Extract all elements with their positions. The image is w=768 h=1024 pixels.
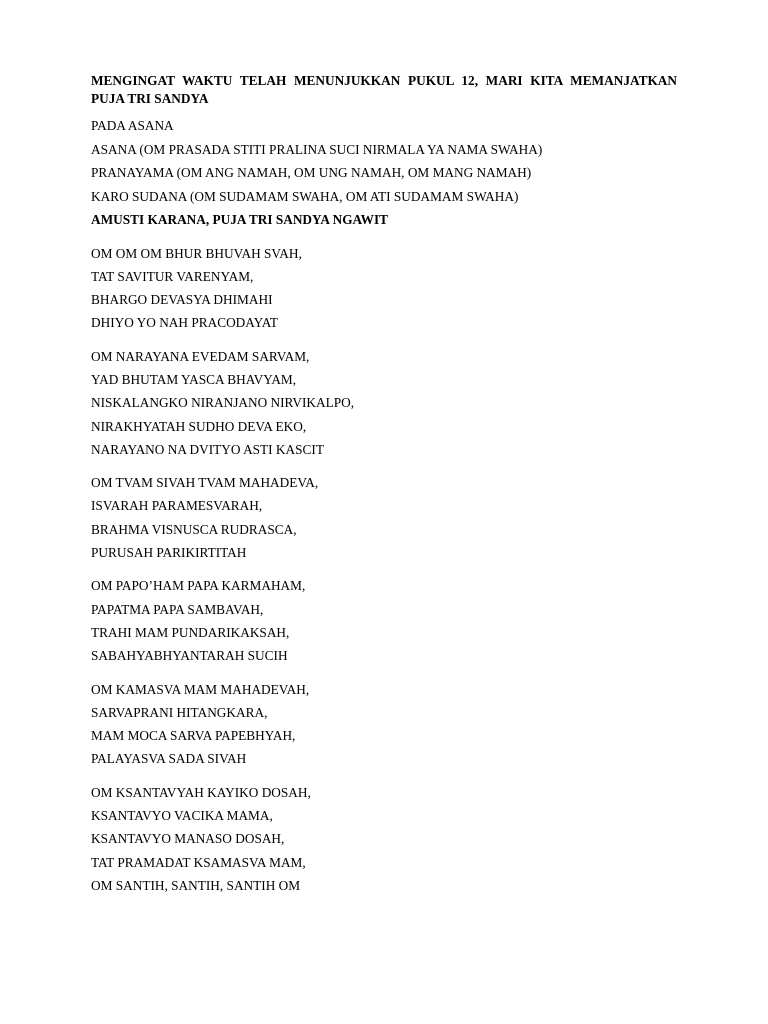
stanza-line: PAPATMA PAPA SAMBAVAH, [91, 601, 264, 617]
intro-line: KARO SUDANA (OM SUDAMAM SWAHA, OM ATI SUDAMAM SWAHA) [91, 188, 519, 204]
stanza-line: OM NARAYANA EVEDAM SARVAM, [91, 348, 310, 364]
stanza-line: KSANTAVYO VACIKA MAMA, [91, 808, 273, 824]
stanza-line: PURUSAH PARIKIRTITAH [91, 545, 247, 561]
intro-line: PADA ASANA [91, 118, 174, 133]
intro-line: PRANAYAMA (OM ANG NAMAH, OM UNG NAMAH, OM MANG NAMAH) [91, 165, 532, 180]
stanza-line: MAM MOCA SARVA PAPEBHYAH, [91, 728, 296, 744]
stanza-line: TRAHI MAM PUNDARIKAKSAH, [91, 624, 290, 640]
stanza-line: NISKALANGKO NIRANJANO NIRVIKALPO, [91, 395, 355, 411]
stanza-line: KSANTAVYO MANASO DOSAH, [91, 831, 285, 847]
document-page [91, 72, 677, 897]
stanza-line: OM OM OM BHUR BHUVAH SVAH, [91, 245, 302, 261]
stanza [91, 574, 677, 667]
stanza-line: NARAYANO NA DVITYO ASTI KASCIT [91, 441, 324, 457]
stanza-line: PALAYASVA SADA SIVAH [91, 751, 247, 767]
stanza-line: TAT PRAMADAT KSAMASVA MAM, [91, 854, 306, 870]
intro-line: AMUSTI KARANA, PUJA TRI SANDYA NGAWIT [91, 212, 389, 227]
mantra-stanzas [91, 242, 677, 898]
stanza-line: OM PAPO’HAM PAPA KARMAHAM, [91, 578, 306, 594]
stanza-line: YAD BHUTAM YASCA BHAVYAM, [91, 371, 297, 387]
stanza-line: TAT SAVITUR VARENYAM, [91, 268, 254, 284]
stanza-line: OM KAMASVA MAM MAHADEVAH, [91, 681, 310, 697]
stanza-line: BRAHMA VISNUSCA RUDRASCA, [91, 521, 297, 537]
stanza-line: ISVARAH PARAMESVARAH, [91, 498, 263, 514]
stanza [91, 242, 677, 335]
stanza [91, 678, 677, 771]
stanza-line: NIRAKHYATAH SUDHO DEVA EKO, [91, 418, 307, 434]
stanza [91, 781, 677, 897]
stanza-line: OM SANTIH, SANTIH, SANTIH OM [91, 877, 301, 893]
document-heading: MENGINGAT WAKTU TELAH MENUNJUKKAN PUKUL 12, MARI KITA MEMANJATKAN PUJA TRI SANDYA [91, 73, 677, 106]
intro-line: ASANA (OM PRASADA STITI PRALINA SUCI NIRMALA YA NAMA SWAHA) [91, 141, 543, 157]
stanza-line: OM KSANTAVYAH KAYIKO DOSAH, [91, 784, 311, 800]
stanza-line: SARVAPRANI HITANGKARA, [91, 704, 268, 720]
stanza [91, 471, 677, 564]
stanza-line: SABAHYABHYANTARAH SUCIH [91, 648, 288, 664]
stanza-line: OM TVAM SIVAH TVAM MAHADEVA, [91, 475, 319, 491]
stanza [91, 345, 677, 461]
intro-section [91, 114, 677, 232]
stanza-line: BHARGO DEVASYA DHIMAHI [91, 292, 273, 308]
stanza-line: DHIYO YO NAH PRACODAYAT [91, 315, 279, 331]
